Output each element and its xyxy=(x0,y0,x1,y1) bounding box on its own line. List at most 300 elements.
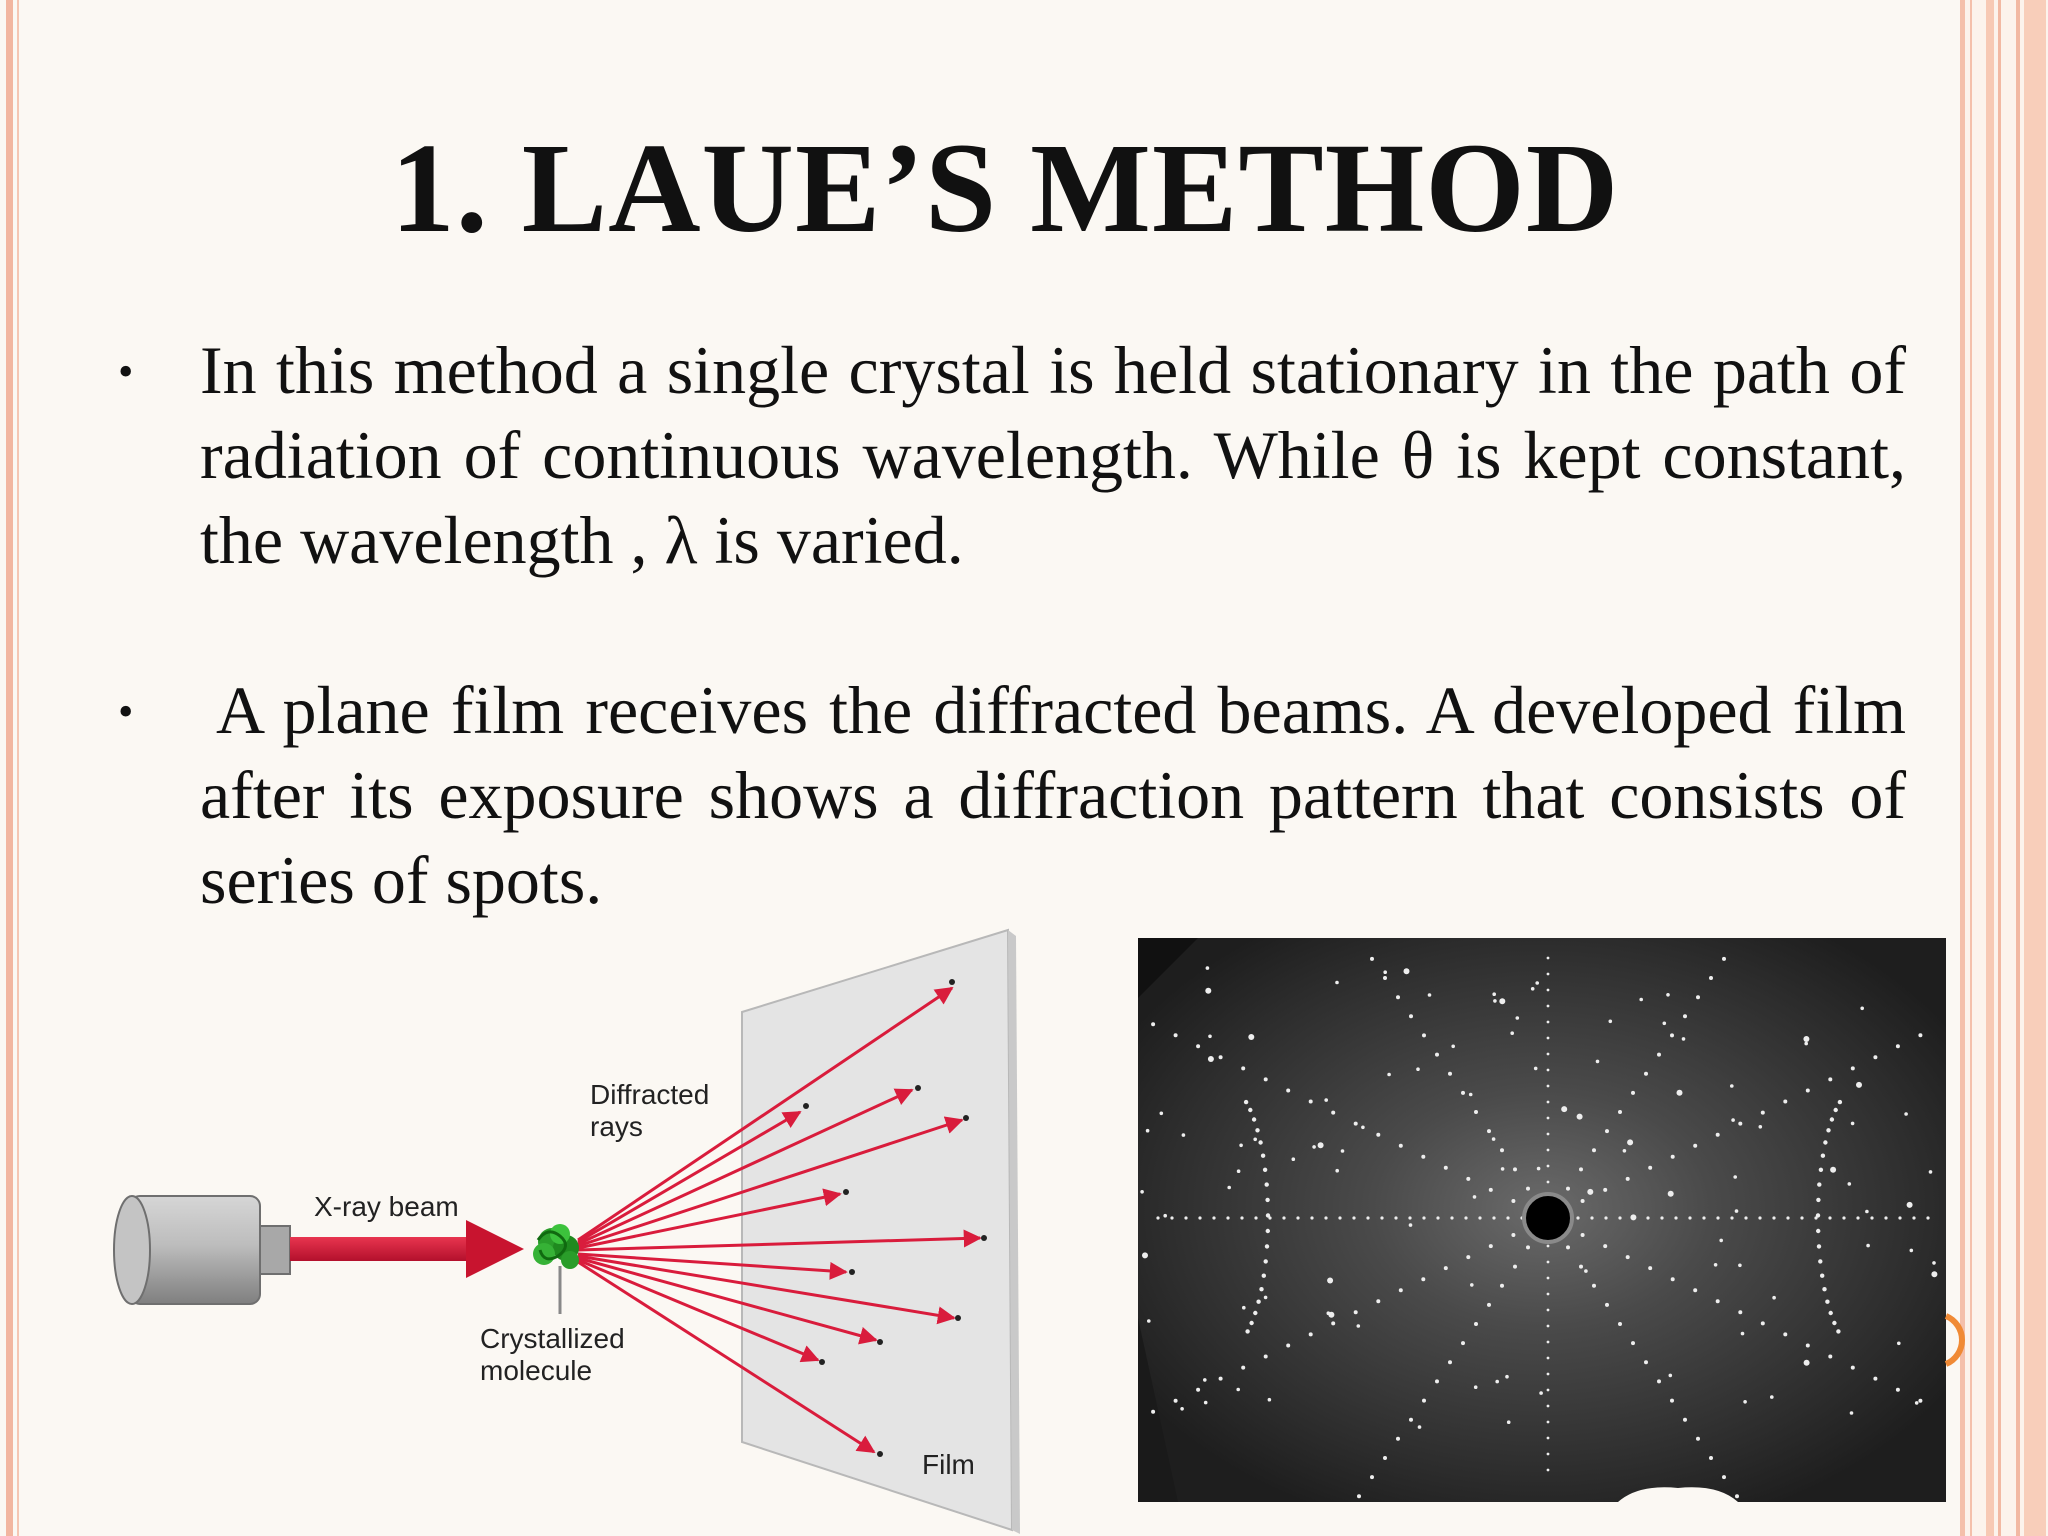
diffraction-spot xyxy=(1489,1244,1493,1248)
diffraction-spot xyxy=(1926,1216,1929,1219)
diffraction-spot xyxy=(1547,1261,1550,1264)
diffraction-spot xyxy=(1826,1128,1830,1132)
diffraction-spot xyxy=(1719,1239,1723,1243)
diffraction-spot xyxy=(1897,1342,1901,1346)
diffraction-spot xyxy=(1248,1108,1252,1112)
diffraction-spot xyxy=(1450,1216,1453,1219)
diffraction-spot xyxy=(1670,1399,1674,1403)
bullet-text-2: A plane film receives the diffracted beams. A developed film after its exposure shows a diffraction pattern that consists of series of spots. xyxy=(200,672,1906,918)
diffraction-spot xyxy=(1383,1456,1387,1460)
diffraction-spot xyxy=(1444,1266,1448,1270)
diffraction-spot xyxy=(1561,1106,1567,1112)
diffraction-spot xyxy=(1759,1125,1763,1129)
diffraction-spot xyxy=(1716,1133,1720,1137)
diffraction-spot xyxy=(1915,1401,1919,1405)
diffraction-spot xyxy=(1851,1066,1855,1070)
diffraction-spot xyxy=(1817,1244,1821,1248)
diffraction-spot xyxy=(1547,1149,1550,1152)
diffraction-spot xyxy=(1912,1216,1915,1219)
diffraction-spot xyxy=(1237,1169,1241,1173)
diffraction-spot xyxy=(1513,1265,1517,1269)
diffraction-spot xyxy=(1422,1033,1426,1037)
diffraction-spot xyxy=(1196,1044,1200,1048)
diffraction-spot xyxy=(1537,1167,1541,1171)
diffraction-spot xyxy=(1830,1117,1834,1121)
diffraction-spot xyxy=(1253,1138,1257,1142)
diffraction-spot xyxy=(1451,1045,1455,1049)
diffraction-spot xyxy=(1547,1389,1550,1392)
diffraction-spot xyxy=(1547,1037,1550,1040)
diffraction-spot xyxy=(1421,1155,1425,1159)
diffraction-spot xyxy=(1241,1066,1245,1070)
diffraction-spot xyxy=(1648,1166,1652,1170)
diffraction-spot xyxy=(1151,1410,1155,1414)
diffraction-spot xyxy=(1394,1216,1397,1219)
diffraction-spot xyxy=(1772,1296,1776,1300)
diffraction-spot xyxy=(1856,1216,1859,1219)
diffraction-spot xyxy=(1817,1182,1821,1186)
diffraction-spot xyxy=(1296,1216,1299,1219)
diffraction-spot xyxy=(1618,1216,1621,1219)
diffraction-spot xyxy=(1587,1189,1593,1195)
diffraction-spot xyxy=(1418,1425,1422,1429)
diffraction-spot xyxy=(1838,1100,1842,1104)
diffraction-spot xyxy=(1174,1033,1178,1037)
diffraction-spot xyxy=(1714,1263,1718,1267)
diffraction-spot xyxy=(1282,1216,1285,1219)
diffraction-spot xyxy=(1870,1216,1873,1219)
diffraction-spot xyxy=(1663,1022,1667,1026)
diffraction-spot xyxy=(1547,1293,1550,1296)
diffraction-spot xyxy=(1196,1388,1200,1392)
crystal-label: molecule xyxy=(480,1355,593,1386)
diffraction-spot xyxy=(1357,1324,1361,1328)
diffraction-spot xyxy=(1409,1014,1413,1018)
diffraction-spot xyxy=(1738,1310,1742,1314)
diffraction-spot xyxy=(1487,1129,1491,1133)
diffraction-spot xyxy=(1918,1399,1922,1403)
diffraction-spot xyxy=(1828,1077,1832,1081)
diffraction-spot xyxy=(1786,1216,1789,1219)
diffraction-spot xyxy=(1804,1042,1808,1046)
diffraction-spot xyxy=(1738,1122,1742,1126)
diffraction-spot xyxy=(1252,1117,1256,1121)
diffraction-spot xyxy=(1256,1300,1260,1304)
diffraction-spot xyxy=(1474,1385,1478,1389)
diffraction-spot xyxy=(1409,1223,1413,1227)
diffraction-spot xyxy=(1500,1148,1504,1152)
diffraction-spot xyxy=(1266,1213,1270,1217)
diffraction-spot xyxy=(1474,1110,1478,1114)
diffraction-spot xyxy=(1603,1244,1607,1248)
diffraction-spot xyxy=(1265,1182,1269,1186)
diffraction-spot xyxy=(1387,1073,1391,1077)
diffraction-spot xyxy=(1408,1216,1411,1219)
diffraction-spot xyxy=(1383,976,1387,980)
diffraction-spot xyxy=(1286,1344,1290,1348)
diffraction-spot xyxy=(1744,1216,1747,1219)
diffraction-spot xyxy=(1292,1157,1296,1161)
diffraction-spot xyxy=(1816,1198,1820,1202)
diffraction-spot xyxy=(1896,1044,1900,1048)
diffraction-spot xyxy=(1261,1154,1265,1158)
diffraction-spot xyxy=(1335,1169,1339,1173)
diffraction-spot xyxy=(1310,1216,1313,1219)
bullet-text-1: In this method a single crystal is held stationary in the path of radiation of continuous wavelength. While θ is kept constant, the wavelength , λ is varied. xyxy=(200,332,1906,578)
diffraction-spot xyxy=(1263,1168,1267,1172)
diffraction-spot xyxy=(1493,999,1497,1003)
diffraction-spot xyxy=(1265,1198,1269,1202)
diffraction-spot xyxy=(1547,973,1550,976)
diffraction-spot xyxy=(1264,1259,1268,1263)
diffraction-spot xyxy=(1470,1283,1474,1287)
diffraction-spot xyxy=(1677,1090,1683,1096)
diffraction-spot xyxy=(1526,1245,1530,1249)
diffraction-spot xyxy=(1487,1303,1491,1307)
diffraction-spot xyxy=(1357,1494,1361,1498)
diffraction-spot xyxy=(1327,1311,1331,1315)
diffraction-spot xyxy=(1832,1321,1836,1325)
diffraction-spot xyxy=(1596,1060,1600,1064)
diffraction-spot xyxy=(1657,1053,1661,1057)
diffraction-spot xyxy=(1219,1377,1223,1381)
diffraction-spot xyxy=(1341,1149,1345,1153)
diffraction-spot xyxy=(1370,1475,1374,1479)
diffraction-spot xyxy=(1156,1216,1159,1219)
diffraction-spot xyxy=(1696,1437,1700,1441)
diffraction-spot xyxy=(1227,1186,1231,1190)
diffraction-spot xyxy=(1501,1167,1505,1171)
diffraction-spot xyxy=(1492,1216,1495,1219)
diffraction-spot xyxy=(1709,976,1713,980)
diffraction-spot xyxy=(1241,1366,1245,1370)
diffraction-spot xyxy=(1644,1072,1648,1076)
diffraction-spot xyxy=(1842,1216,1845,1219)
diffraction-spot xyxy=(1370,957,1374,961)
diffraction-spot xyxy=(1716,1216,1719,1219)
diffraction-spot xyxy=(1474,1322,1478,1326)
diffraction-spot xyxy=(1366,1216,1369,1219)
diffraction-spot xyxy=(1208,1035,1212,1039)
diffraction-spot xyxy=(1806,1089,1810,1093)
diffraction-spot xyxy=(1380,1216,1383,1219)
diffraction-spot xyxy=(1631,1341,1635,1345)
diffraction-spot xyxy=(1506,1216,1509,1219)
diffraction-spot xyxy=(1806,1344,1810,1348)
diffraction-spot xyxy=(1335,981,1339,985)
diffraction-spot xyxy=(1507,1420,1511,1424)
diffraction-spot xyxy=(1547,1357,1550,1360)
diffraction-spot xyxy=(1266,1229,1270,1233)
diffraction-spot xyxy=(1851,1366,1855,1370)
diffraction-spot xyxy=(1492,1137,1496,1141)
diffraction-spot xyxy=(1516,1016,1520,1020)
diffraction-spot xyxy=(1618,1322,1622,1326)
diffraction-spot xyxy=(1324,1216,1327,1219)
diffraction-spot xyxy=(1146,1129,1150,1133)
diffraction-spot xyxy=(1236,1388,1240,1392)
diffraction-spot xyxy=(1627,1139,1633,1145)
orange-accent-arc xyxy=(1942,1312,1976,1368)
diffraction-spot xyxy=(1466,1255,1470,1259)
diffraction-spot xyxy=(1396,1437,1400,1441)
diffraction-spot xyxy=(1820,1274,1824,1278)
diffraction-spot xyxy=(1422,1399,1426,1403)
diffraction-spot xyxy=(1931,1271,1937,1277)
diffraction-spot xyxy=(1910,1249,1914,1253)
diffraction-spot xyxy=(1448,1360,1452,1364)
diffraction-spot xyxy=(1534,1067,1538,1071)
diffraction-spot xyxy=(1547,1165,1550,1168)
diffraction-spot xyxy=(1464,1216,1467,1219)
diffraction-spot xyxy=(1174,1399,1178,1403)
diffraction-spot xyxy=(1461,1341,1465,1345)
laue-diagram xyxy=(100,922,1040,1536)
diffraction-spot xyxy=(1604,1216,1607,1219)
diffraction-spot xyxy=(1666,993,1670,997)
bullet-marker: • xyxy=(118,347,134,396)
diffraction-spot xyxy=(1850,1411,1854,1415)
crystal-molecule-icon xyxy=(533,1224,579,1314)
diffraction-spot xyxy=(1576,1216,1579,1219)
diffraction-spot xyxy=(1579,1167,1583,1171)
diffraction-spot xyxy=(1331,1111,1335,1115)
diffraction-spot xyxy=(1623,1149,1627,1153)
diffraction-spot xyxy=(1219,1055,1223,1059)
diffraction-spot xyxy=(1828,1355,1832,1359)
beam-stop xyxy=(1524,1194,1572,1242)
diffraction-spot xyxy=(1865,1210,1869,1214)
diffraction-spot xyxy=(1770,1395,1774,1399)
diffraction-spot xyxy=(1535,981,1539,985)
diffraction-spot xyxy=(1383,970,1387,974)
diffraction-spot xyxy=(1469,1093,1473,1097)
diffraction-spot xyxy=(1448,1072,1452,1076)
diffraction-spot xyxy=(1819,1168,1823,1172)
diffraction-spot xyxy=(1566,1187,1570,1191)
diffraction-spot xyxy=(1182,1133,1186,1137)
diffraction-spot xyxy=(1478,1216,1481,1219)
diffraction-spot xyxy=(1547,1069,1550,1072)
diffraction-spot xyxy=(1830,1167,1836,1173)
diffraction-spot xyxy=(1253,1311,1257,1315)
diffraction-spot xyxy=(1268,1398,1272,1402)
diffraction-spot xyxy=(1722,957,1726,961)
diffraction-spot xyxy=(1444,1166,1448,1170)
diffraction-spot xyxy=(1245,1329,1249,1333)
diffraction-spot xyxy=(1324,1098,1328,1102)
diffraction-spot xyxy=(1907,1202,1913,1208)
diffraction-spot xyxy=(1609,1020,1613,1024)
diffraction-spot xyxy=(1206,966,1210,970)
diffraction-spot xyxy=(1500,1284,1504,1288)
diffraction-spot xyxy=(1352,1216,1355,1219)
diffraction-spot xyxy=(1435,1379,1439,1383)
diffraction-spot xyxy=(1693,1288,1697,1292)
diffraction-spot xyxy=(1151,1022,1155,1026)
diffraction-spot xyxy=(1577,1114,1583,1120)
diffraction-spot xyxy=(1208,1056,1214,1062)
diffraction-spot xyxy=(1262,1274,1266,1278)
diffraction-spot xyxy=(1409,1418,1413,1422)
diffraction-spot xyxy=(1547,1133,1550,1136)
diffraction-spot xyxy=(1205,988,1211,994)
diffraction-spot xyxy=(1526,1187,1530,1191)
diffraction-spot xyxy=(1492,992,1496,996)
diffraction-spot xyxy=(1836,1329,1840,1333)
diffraction-spot xyxy=(1212,1216,1215,1219)
diffraction-spot xyxy=(1866,1244,1870,1248)
diffraction-spot xyxy=(1547,1309,1550,1312)
diffraction-spot xyxy=(1318,1142,1324,1148)
diffraction-spot xyxy=(1421,1277,1425,1281)
diffraction-spot xyxy=(1605,1129,1609,1133)
diffraction-spot xyxy=(1510,1031,1514,1035)
diffraction-spot xyxy=(1338,1216,1341,1219)
diffraction-spot xyxy=(1461,1091,1465,1095)
diffracted-rays-label: Diffracted xyxy=(590,1079,710,1110)
xray-beam-arrow xyxy=(290,1220,524,1278)
diffraction-spot xyxy=(1671,1155,1675,1159)
diffraction-spot xyxy=(1932,1261,1936,1265)
diffraction-spot xyxy=(1254,1216,1257,1219)
diffraction-spot xyxy=(1929,1170,1933,1174)
diffraction-spot xyxy=(1829,1311,1833,1315)
bullet-marker: • xyxy=(118,687,134,736)
right-stripe xyxy=(2016,0,2020,1536)
diffraction-spot xyxy=(1816,1213,1820,1217)
diffraction-spot xyxy=(1361,1126,1365,1130)
diffraction-spot xyxy=(1265,1244,1269,1248)
diffraction-spot xyxy=(1489,1188,1493,1192)
diffraction-spot xyxy=(1741,1332,1745,1336)
diffraction-spot xyxy=(1758,1216,1761,1219)
diffraction-spot xyxy=(1735,1494,1739,1498)
diffraction-spot xyxy=(1828,1216,1831,1219)
diffraction-spot xyxy=(1735,1209,1739,1213)
diffraction-spot xyxy=(1547,1437,1550,1440)
diffraction-spot xyxy=(1354,1310,1358,1314)
diffraction-spot xyxy=(1428,993,1432,997)
xray-beam-label: X-ray beam xyxy=(314,1191,459,1222)
diffraction-spot xyxy=(1180,1407,1184,1411)
diffraction-spot xyxy=(1716,1299,1720,1303)
diffraction-spot xyxy=(1147,1319,1151,1323)
diffraction-spot xyxy=(1511,1199,1515,1203)
diffraction-spot xyxy=(1783,1332,1787,1336)
crystal-label: Crystallized xyxy=(480,1323,625,1354)
diffraction-spot xyxy=(1203,1378,1207,1382)
diffraction-spot xyxy=(1404,968,1410,974)
diffraction-spot xyxy=(1160,1112,1164,1116)
diffraction-spot xyxy=(1884,1216,1887,1219)
diffraction-spot xyxy=(1184,1216,1187,1219)
diffraction-spot xyxy=(1743,1400,1747,1404)
diffraction-spot xyxy=(1547,1005,1550,1008)
diffraction-spot xyxy=(1834,1108,1838,1112)
diffraction-spot xyxy=(1513,1167,1517,1171)
diffraction-spot xyxy=(1240,1216,1243,1219)
diffraction-spot xyxy=(1821,1154,1825,1158)
diffraction-spot xyxy=(1733,1175,1737,1179)
diffraction-spot xyxy=(1657,1379,1661,1383)
diffraction-spot xyxy=(1140,1190,1144,1194)
diffraction-spot xyxy=(1331,1321,1335,1325)
diffraction-spot xyxy=(1547,1021,1550,1024)
diffraction-spot xyxy=(1702,1216,1705,1219)
diffraction-spot xyxy=(1547,1341,1550,1344)
diffraction-spot xyxy=(1668,1191,1674,1197)
diffraction-spot xyxy=(1630,1214,1636,1220)
diffraction-spot xyxy=(1626,1177,1630,1181)
diffraction-spot xyxy=(1249,1321,1253,1325)
diffraction-spot xyxy=(1163,1214,1167,1218)
diffraction-spot xyxy=(1804,1360,1810,1366)
diffraction-spot xyxy=(1226,1216,1229,1219)
diffraction-spot xyxy=(1803,1036,1809,1042)
diffraction-spot xyxy=(1581,1199,1585,1203)
diffraction-spot xyxy=(1618,1110,1622,1114)
diffraction-spot xyxy=(1531,987,1535,991)
film-plane xyxy=(742,930,1020,1534)
film-label: Film xyxy=(922,1449,975,1480)
diffraction-spot xyxy=(1376,1133,1380,1137)
diffraction-spot xyxy=(1670,1033,1674,1037)
diffraction-spot xyxy=(1539,1391,1543,1395)
diffraction-spot xyxy=(1660,1216,1663,1219)
diffraction-spot xyxy=(1399,1288,1403,1292)
diffraction-spot xyxy=(1511,1233,1515,1237)
diffraction-spot xyxy=(1825,1300,1829,1304)
diffraction-spot xyxy=(1547,1277,1550,1280)
diffraction-spot xyxy=(1255,1128,1259,1132)
diffraction-spot xyxy=(1605,1303,1609,1307)
diffraction-spot xyxy=(1783,1100,1787,1104)
diffraction-spot xyxy=(1399,1144,1403,1148)
diffraction-spot xyxy=(1505,1375,1509,1379)
diffraction-spot xyxy=(1904,1112,1908,1116)
diffraction-spot xyxy=(1730,1084,1734,1088)
diffraction-spot xyxy=(1547,1053,1550,1056)
diffraction-spot xyxy=(1547,1085,1550,1088)
diffraction-spot xyxy=(1683,1418,1687,1422)
diffraction-spot xyxy=(1772,1216,1775,1219)
diffraction-spot xyxy=(1648,1266,1652,1270)
diffraction-spot xyxy=(1204,1401,1208,1405)
diffraction-spot xyxy=(1198,1216,1201,1219)
diffraction-spot xyxy=(1590,1216,1593,1219)
diffraction-spot xyxy=(1731,1118,1735,1122)
diffraction-spot xyxy=(1873,1055,1877,1059)
diffraction-spot xyxy=(1376,1299,1380,1303)
diffraction-spot xyxy=(1738,1264,1742,1268)
diffraction-spot xyxy=(1800,1216,1803,1219)
diffraction-spot xyxy=(1499,998,1505,1004)
diffraction-spot xyxy=(1547,1117,1550,1120)
diffraction-spot xyxy=(1547,1421,1550,1424)
diffraction-spot xyxy=(1592,1284,1596,1288)
diffraction-spot xyxy=(1264,1077,1268,1081)
diffraction-spot xyxy=(1248,1034,1254,1040)
diffraction-spot xyxy=(1898,1216,1901,1219)
diffraction-spot xyxy=(1818,1259,1822,1263)
diffraction-spot xyxy=(1761,1321,1765,1325)
diffraction-spot xyxy=(1646,1216,1649,1219)
diffraction-spot xyxy=(1722,1475,1726,1479)
diffraction-spot xyxy=(1688,1216,1691,1219)
diffraction-spot xyxy=(1170,1216,1173,1219)
diffraction-spot xyxy=(1873,1377,1877,1381)
